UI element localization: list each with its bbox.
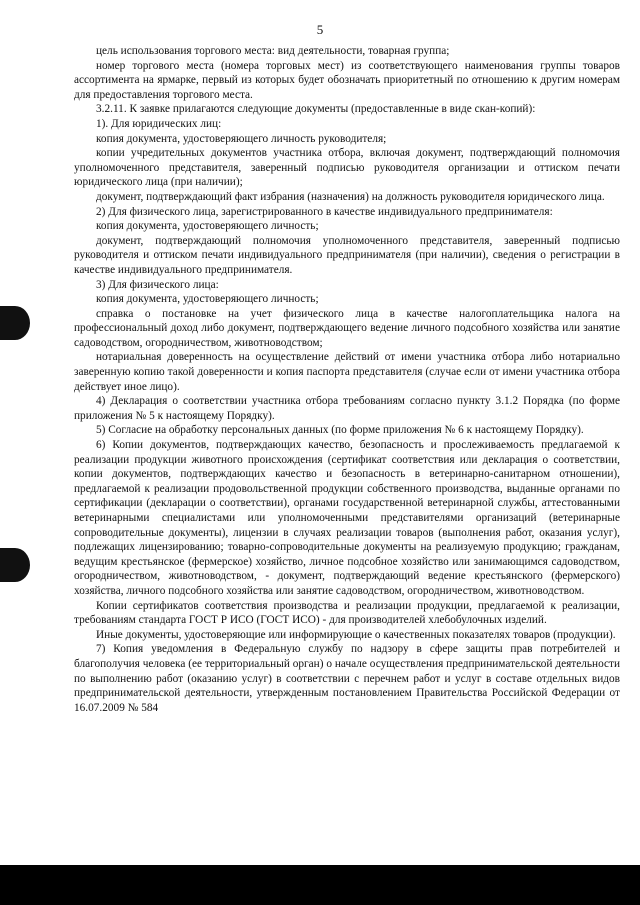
paragraph: копия документа, удостоверяющего личность; xyxy=(96,293,319,306)
paragraph: 3.2.11. К заявке прилагаются следующие документы (предоставленные в виде скан-копий): xyxy=(96,103,536,116)
paragraph: Копии сертификатов соответствия производства и реализации продукции, предлагаемой к реализации, требованиям стандарта ГОСТ Р ИСО (ГОСТ ИСО) - для производителей хлебобулочных изделий. xyxy=(74,599,620,627)
paragraph: 7) Копия уведомления в Федеральную службу по надзору в сфере защиты прав потребителей и благополучия человека (ее территориальный орган) о начале осуществления предпринимательской деятельности по выполнению работ (оказанию услуг) в соответствии с перечнем работ и услуг в составе отдельных видов предпринимательской деятельности, утвержденным постановлением Правительства Российской Федерации от 16.07.2009 № 584 xyxy=(74,643,620,714)
paragraph: документ, подтверждающий полномочия уполномоченного представителя, заверенный подписью руководителя и оттиском печати индивидуального предпринимателя (при наличии), сведения о регистрации в качестве индивидуального предпринимателя. xyxy=(74,234,620,276)
scan-bottom-border xyxy=(0,865,640,905)
binder-hole xyxy=(0,548,30,582)
paragraph: копии учредительных документов участника отбора, включая документ, подтверждающий полномочия уполномоченного представителя, заверенный подписью руководителя организации и оттиском печати юридического лица (при наличии); xyxy=(74,147,620,189)
paragraph: справка о постановке на учет физического лица в качестве налогоплательщика налога на профессиональный доход либо документ, подтверждающего ведение личного подсобного хозяйства или занятие садоводством, огородничеством, животноводством; xyxy=(74,307,620,349)
paragraph: 5) Согласие на обработку персональных данных (по форме приложения № 6 к настоящему Порядку). xyxy=(96,424,584,437)
paragraph: номер торгового места (номера торговых мест) из соответствующего наименования группы товаров ассортимента на ярмарке, первый из которых будет обозначать приоритетный по отношению к другим номерам для предоставления торгового места. xyxy=(74,59,620,101)
paragraph: копия документа, удостоверяющего личность руководителя; xyxy=(96,132,387,145)
paragraph: документ, подтверждающий факт избрания (назначения) на должность руководителя юридического лица. xyxy=(96,190,605,203)
paragraph: копия документа, удостоверяющего личность; xyxy=(96,220,319,233)
paragraph: 6) Копии документов, подтверждающих качество, безопасность и прослеживаемость предлагаемой к реализации продукции животного происхождения (сертификат соответствия или декларация о соответствии, копии документов, подтверждающих качество и безопасность в ветеринарно-санитарном отношении), предлагаемой к реализации продовольственной продукции собственного производства, выданные органами по сертификации (декларации о соответствии), органами государственной ветеринарной службы, аттестованными ветеринарными специалистами или уполномоченными представителями организаций (ветеринарные сопроводительные документы), лицензии в случаях реализации товаров (выполнения работ, оказания услуг), подлежащих лицензированию; товарно-сопроводительные документы на реализуемую продукцию; гражданам, ведущим крестьянское (фермерское) хозяйство, личное подсобное хозяйство или занимающимся садоводством, огородничеством, животноводством, - документ, подтверждающий ведение крестьянского (фермерского) хозяйства, личного подсобного хозяйства или занятие садоводством, огородничеством, животноводством. xyxy=(74,439,620,597)
paragraph: 1). Для юридических лиц: xyxy=(96,117,222,130)
document-body xyxy=(74,44,620,715)
paragraph: 3) Для физического лица: xyxy=(96,278,219,291)
paragraph: цель использования торгового места: вид деятельности, товарная группа; xyxy=(96,45,450,57)
binder-hole xyxy=(0,306,30,340)
paragraph: Иные документы, удостоверяющие или информирующие о качественных показателях товаров (продукции). xyxy=(96,628,616,641)
page-number: 5 xyxy=(316,22,324,37)
paragraph: 4) Декларация о соответствии участника отбора требованиям согласно пункту 3.1.2 Порядка (по форме приложения № 5 к настоящему Порядку). xyxy=(74,395,620,422)
paragraph: нотариальная доверенность на осуществление действий от имени участника отбора либо нотариально заверенную копию такой доверенности и копия паспорта представителя (случае если от имени участника отбора действует иное лицо). xyxy=(74,351,620,393)
paragraph: 2) Для физического лица, зарегистрированного в качестве индивидуального предпринимателя: xyxy=(96,205,553,218)
